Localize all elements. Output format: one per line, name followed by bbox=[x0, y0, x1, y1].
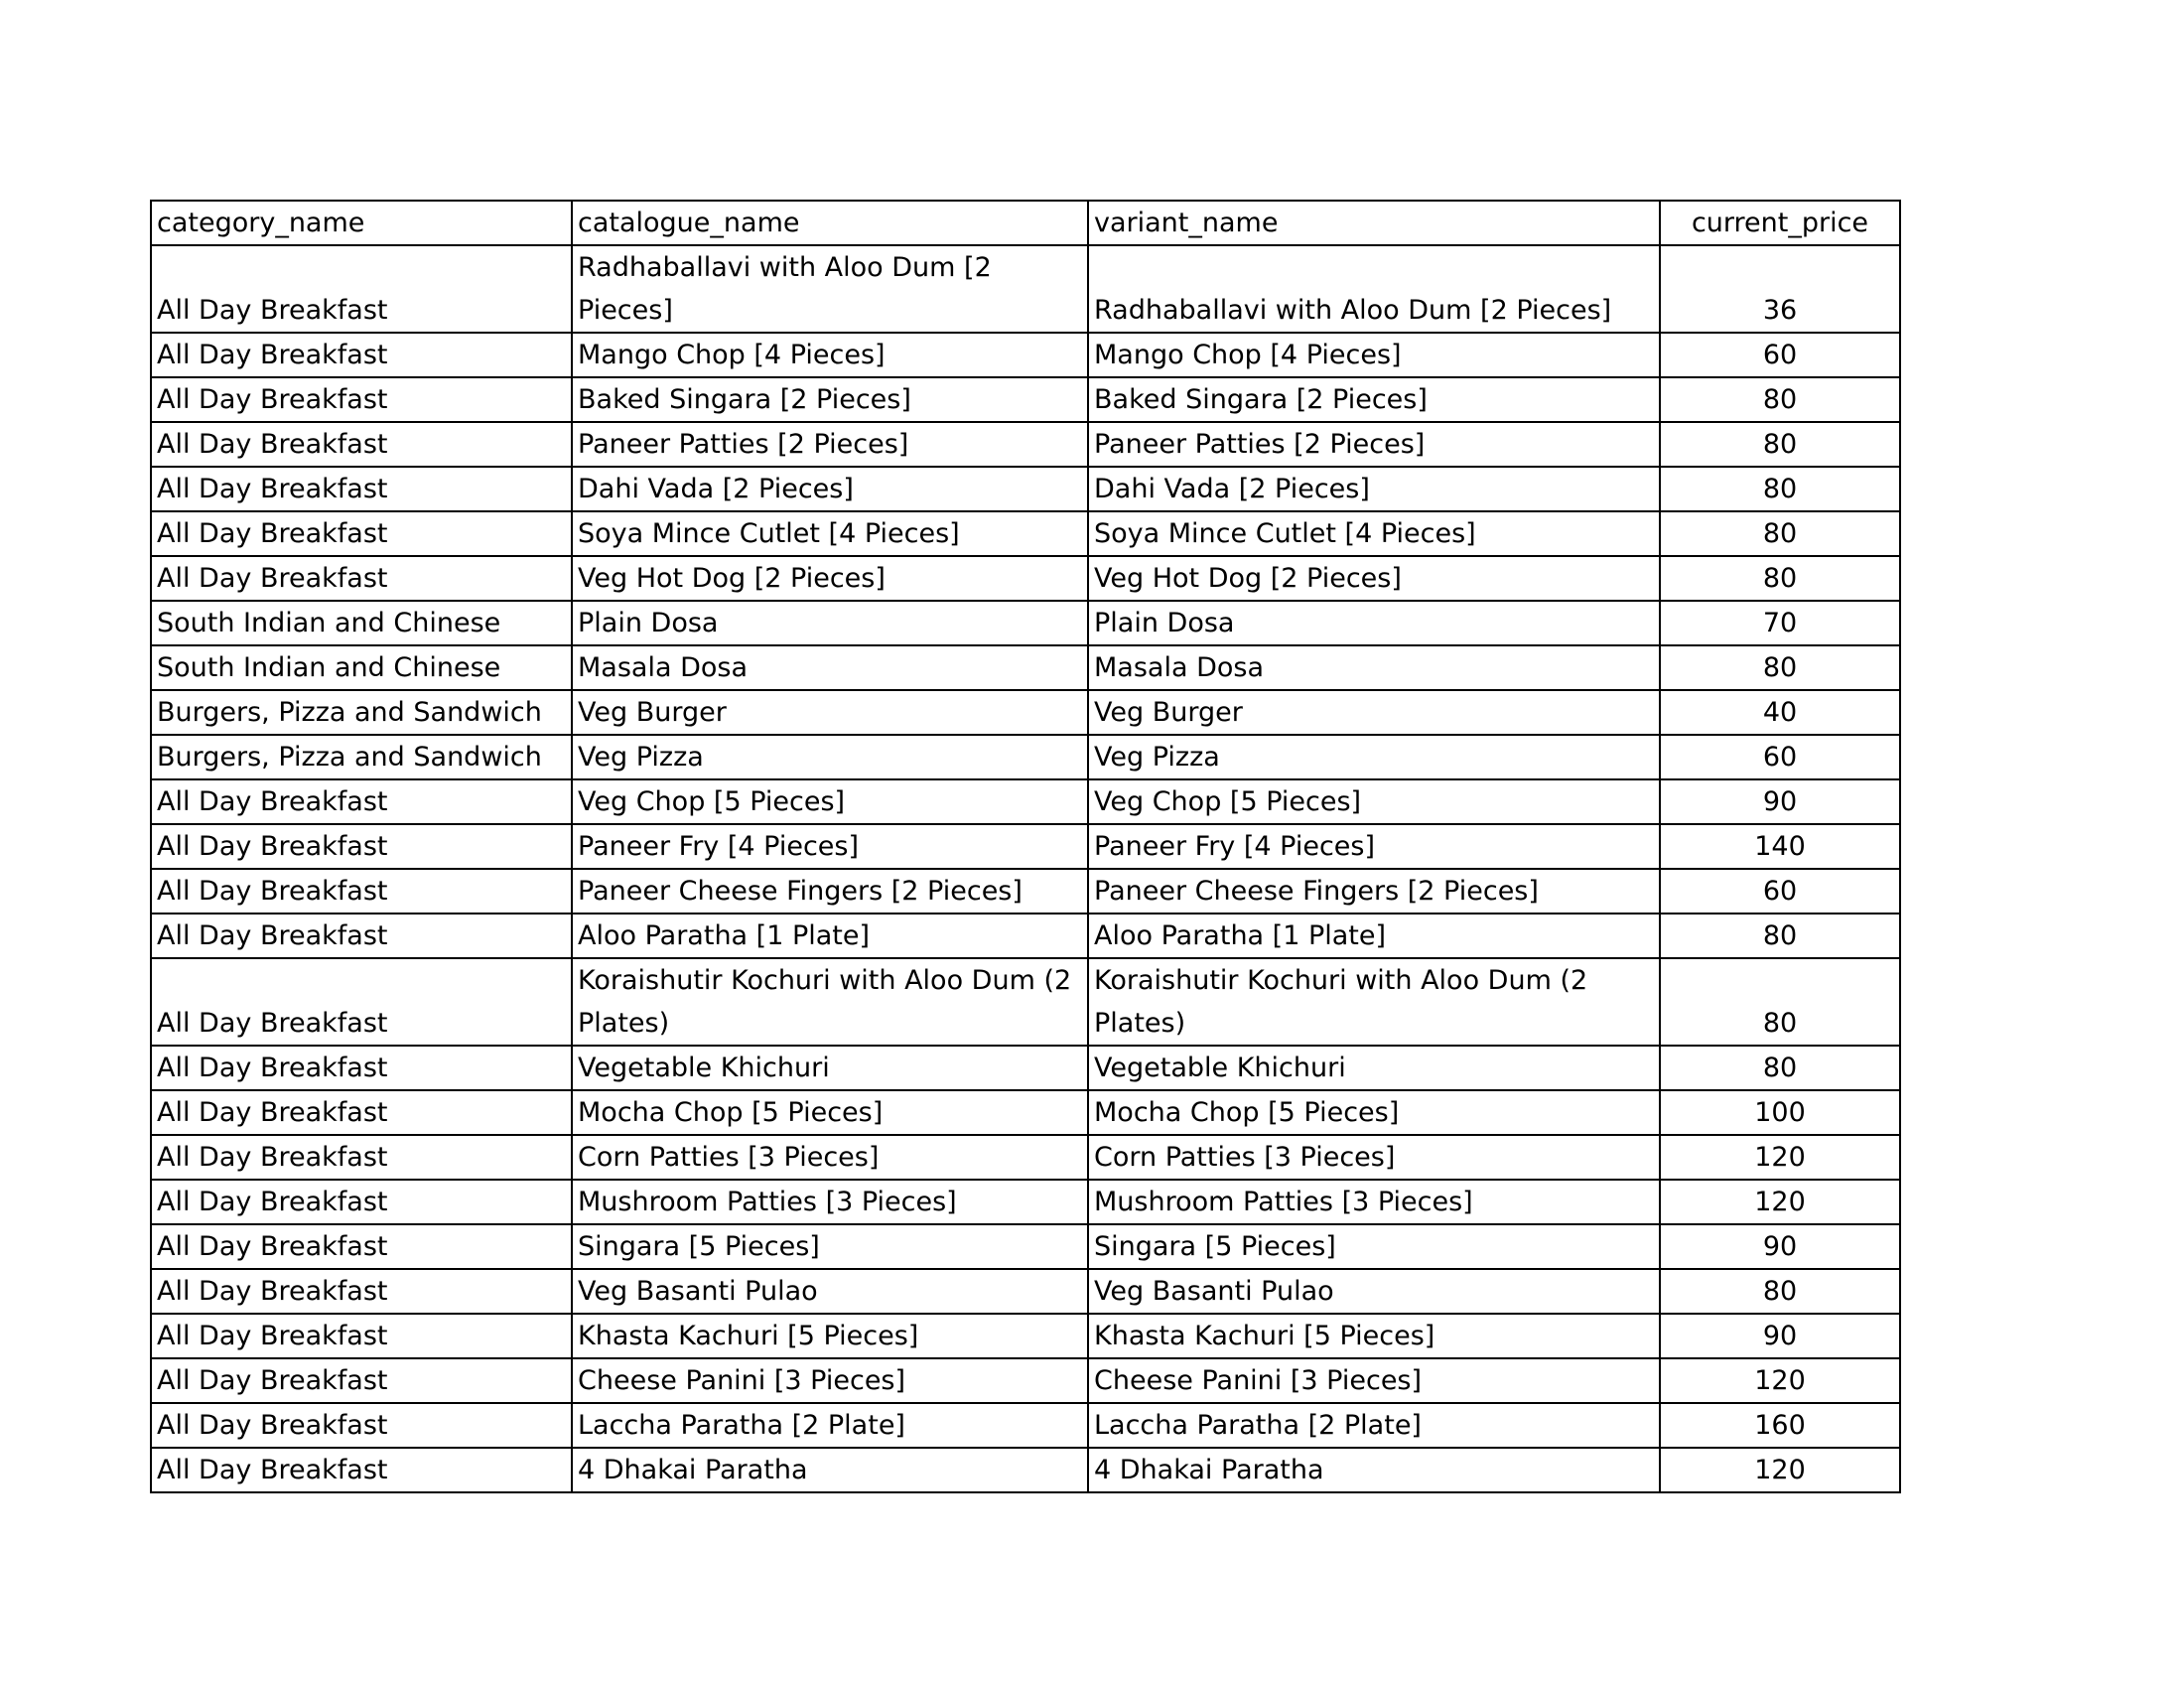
price-cell: 80 bbox=[1660, 377, 1900, 422]
catalogue-cell: Veg Hot Dog [2 Pieces] bbox=[572, 556, 1088, 601]
table-row bbox=[151, 1269, 1900, 1314]
category-cell: All Day Breakfast bbox=[151, 1403, 572, 1448]
variant-cell: Dahi Vada [2 Pieces] bbox=[1088, 467, 1660, 511]
table-row bbox=[151, 1180, 1900, 1224]
variant-cell: Corn Patties [3 Pieces] bbox=[1088, 1135, 1660, 1180]
table-row bbox=[151, 1314, 1900, 1358]
catalogue-cell: Paneer Cheese Fingers [2 Pieces] bbox=[572, 869, 1088, 914]
table-row bbox=[151, 824, 1900, 869]
price-cell: 80 bbox=[1660, 1269, 1900, 1314]
price-cell: 80 bbox=[1660, 958, 1900, 1046]
category-cell: All Day Breakfast bbox=[151, 556, 572, 601]
category-cell: All Day Breakfast bbox=[151, 1046, 572, 1090]
category-cell: All Day Breakfast bbox=[151, 1314, 572, 1358]
category-cell: All Day Breakfast bbox=[151, 1358, 572, 1403]
category-cell: All Day Breakfast bbox=[151, 958, 572, 1046]
category-cell: All Day Breakfast bbox=[151, 824, 572, 869]
table-row bbox=[151, 958, 1900, 1046]
catalogue-cell: Laccha Paratha [2 Plate] bbox=[572, 1403, 1088, 1448]
variant-cell: Khasta Kachuri [5 Pieces] bbox=[1088, 1314, 1660, 1358]
price-cell: 80 bbox=[1660, 556, 1900, 601]
table-row bbox=[151, 377, 1900, 422]
category-cell: Burgers, Pizza and Sandwich bbox=[151, 690, 572, 735]
price-cell: 100 bbox=[1660, 1090, 1900, 1135]
variant-cell: Koraishutir Kochuri with Aloo Dum (2 Plates) bbox=[1088, 958, 1660, 1046]
catalogue-cell: Koraishutir Kochuri with Aloo Dum (2 Plates) bbox=[572, 958, 1088, 1046]
table-row bbox=[151, 511, 1900, 556]
table-row bbox=[151, 601, 1900, 645]
price-cell: 70 bbox=[1660, 601, 1900, 645]
variant-cell: 4 Dhakai Paratha bbox=[1088, 1448, 1660, 1492]
variant-cell: Vegetable Khichuri bbox=[1088, 1046, 1660, 1090]
variant-cell: Veg Hot Dog [2 Pieces] bbox=[1088, 556, 1660, 601]
variant-cell: Mocha Chop [5 Pieces] bbox=[1088, 1090, 1660, 1135]
variant-cell: Aloo Paratha [1 Plate] bbox=[1088, 914, 1660, 958]
category-cell: All Day Breakfast bbox=[151, 1135, 572, 1180]
variant-cell: Soya Mince Cutlet [4 Pieces] bbox=[1088, 511, 1660, 556]
price-cell: 80 bbox=[1660, 914, 1900, 958]
header-variant-name: variant_name bbox=[1088, 201, 1660, 245]
table-row bbox=[151, 1448, 1900, 1492]
price-cell: 60 bbox=[1660, 735, 1900, 779]
table-row bbox=[151, 690, 1900, 735]
catalogue-cell: Masala Dosa bbox=[572, 645, 1088, 690]
header-catalogue-name: catalogue_name bbox=[572, 201, 1088, 245]
catalogue-cell: Veg Burger bbox=[572, 690, 1088, 735]
price-cell: 160 bbox=[1660, 1403, 1900, 1448]
table-row bbox=[151, 333, 1900, 377]
price-cell: 120 bbox=[1660, 1358, 1900, 1403]
catalogue-cell: Singara [5 Pieces] bbox=[572, 1224, 1088, 1269]
price-cell: 80 bbox=[1660, 422, 1900, 467]
variant-cell: Paneer Fry [4 Pieces] bbox=[1088, 824, 1660, 869]
category-cell: All Day Breakfast bbox=[151, 779, 572, 824]
price-cell: 60 bbox=[1660, 333, 1900, 377]
catalogue-cell: Mushroom Patties [3 Pieces] bbox=[572, 1180, 1088, 1224]
category-cell: All Day Breakfast bbox=[151, 511, 572, 556]
variant-cell: Paneer Patties [2 Pieces] bbox=[1088, 422, 1660, 467]
category-cell: All Day Breakfast bbox=[151, 377, 572, 422]
header-category-name: category_name bbox=[151, 201, 572, 245]
table-row bbox=[151, 1224, 1900, 1269]
price-cell: 60 bbox=[1660, 869, 1900, 914]
catalogue-cell: Veg Chop [5 Pieces] bbox=[572, 779, 1088, 824]
variant-cell: Mango Chop [4 Pieces] bbox=[1088, 333, 1660, 377]
table-row bbox=[151, 914, 1900, 958]
price-cell: 90 bbox=[1660, 1314, 1900, 1358]
catalogue-cell: Aloo Paratha [1 Plate] bbox=[572, 914, 1088, 958]
catalogue-cell: Plain Dosa bbox=[572, 601, 1088, 645]
catalogue-cell: Veg Basanti Pulao bbox=[572, 1269, 1088, 1314]
header-row bbox=[151, 201, 1900, 245]
catalogue-cell: Radhaballavi with Aloo Dum [2 Pieces] bbox=[572, 245, 1088, 333]
table-row bbox=[151, 1046, 1900, 1090]
catalogue-cell: Vegetable Khichuri bbox=[572, 1046, 1088, 1090]
price-cell: 80 bbox=[1660, 645, 1900, 690]
catalogue-cell: Corn Patties [3 Pieces] bbox=[572, 1135, 1088, 1180]
header-current-price: current_price bbox=[1660, 201, 1900, 245]
variant-cell: Singara [5 Pieces] bbox=[1088, 1224, 1660, 1269]
variant-cell: Laccha Paratha [2 Plate] bbox=[1088, 1403, 1660, 1448]
table-row bbox=[151, 869, 1900, 914]
price-cell: 120 bbox=[1660, 1448, 1900, 1492]
table-row bbox=[151, 245, 1900, 333]
catalogue-cell: Khasta Kachuri [5 Pieces] bbox=[572, 1314, 1088, 1358]
price-cell: 140 bbox=[1660, 824, 1900, 869]
category-cell: All Day Breakfast bbox=[151, 422, 572, 467]
variant-cell: Veg Chop [5 Pieces] bbox=[1088, 779, 1660, 824]
category-cell: All Day Breakfast bbox=[151, 245, 572, 333]
catalogue-cell: 4 Dhakai Paratha bbox=[572, 1448, 1088, 1492]
menu-price-table bbox=[150, 200, 1901, 1493]
catalogue-cell: Soya Mince Cutlet [4 Pieces] bbox=[572, 511, 1088, 556]
category-cell: South Indian and Chinese bbox=[151, 601, 572, 645]
variant-cell: Veg Basanti Pulao bbox=[1088, 1269, 1660, 1314]
price-cell: 40 bbox=[1660, 690, 1900, 735]
table-row bbox=[151, 1135, 1900, 1180]
table-row bbox=[151, 467, 1900, 511]
category-cell: All Day Breakfast bbox=[151, 333, 572, 377]
catalogue-cell: Mango Chop [4 Pieces] bbox=[572, 333, 1088, 377]
variant-cell: Radhaballavi with Aloo Dum [2 Pieces] bbox=[1088, 245, 1660, 333]
category-cell: All Day Breakfast bbox=[151, 914, 572, 958]
table-row bbox=[151, 735, 1900, 779]
price-cell: 120 bbox=[1660, 1135, 1900, 1180]
table-row bbox=[151, 779, 1900, 824]
catalogue-cell: Baked Singara [2 Pieces] bbox=[572, 377, 1088, 422]
price-cell: 36 bbox=[1660, 245, 1900, 333]
category-cell: All Day Breakfast bbox=[151, 1224, 572, 1269]
variant-cell: Plain Dosa bbox=[1088, 601, 1660, 645]
variant-cell: Veg Pizza bbox=[1088, 735, 1660, 779]
variant-cell: Veg Burger bbox=[1088, 690, 1660, 735]
table-row bbox=[151, 1403, 1900, 1448]
category-cell: All Day Breakfast bbox=[151, 1180, 572, 1224]
price-cell: 90 bbox=[1660, 779, 1900, 824]
category-cell: Burgers, Pizza and Sandwich bbox=[151, 735, 572, 779]
price-cell: 120 bbox=[1660, 1180, 1900, 1224]
variant-cell: Paneer Cheese Fingers [2 Pieces] bbox=[1088, 869, 1660, 914]
category-cell: All Day Breakfast bbox=[151, 1448, 572, 1492]
table-row bbox=[151, 556, 1900, 601]
variant-cell: Baked Singara [2 Pieces] bbox=[1088, 377, 1660, 422]
category-cell: South Indian and Chinese bbox=[151, 645, 572, 690]
category-cell: All Day Breakfast bbox=[151, 467, 572, 511]
category-cell: All Day Breakfast bbox=[151, 1269, 572, 1314]
table-row bbox=[151, 645, 1900, 690]
catalogue-cell: Paneer Fry [4 Pieces] bbox=[572, 824, 1088, 869]
catalogue-cell: Cheese Panini [3 Pieces] bbox=[572, 1358, 1088, 1403]
catalogue-cell: Mocha Chop [5 Pieces] bbox=[572, 1090, 1088, 1135]
variant-cell: Mushroom Patties [3 Pieces] bbox=[1088, 1180, 1660, 1224]
variant-cell: Masala Dosa bbox=[1088, 645, 1660, 690]
table-row bbox=[151, 422, 1900, 467]
category-cell: All Day Breakfast bbox=[151, 869, 572, 914]
variant-cell: Cheese Panini [3 Pieces] bbox=[1088, 1358, 1660, 1403]
price-cell: 80 bbox=[1660, 511, 1900, 556]
price-cell: 90 bbox=[1660, 1224, 1900, 1269]
catalogue-cell: Veg Pizza bbox=[572, 735, 1088, 779]
catalogue-cell: Dahi Vada [2 Pieces] bbox=[572, 467, 1088, 511]
category-cell: All Day Breakfast bbox=[151, 1090, 572, 1135]
price-cell: 80 bbox=[1660, 467, 1900, 511]
catalogue-cell: Paneer Patties [2 Pieces] bbox=[572, 422, 1088, 467]
price-cell: 80 bbox=[1660, 1046, 1900, 1090]
table-row bbox=[151, 1090, 1900, 1135]
table-row bbox=[151, 1358, 1900, 1403]
